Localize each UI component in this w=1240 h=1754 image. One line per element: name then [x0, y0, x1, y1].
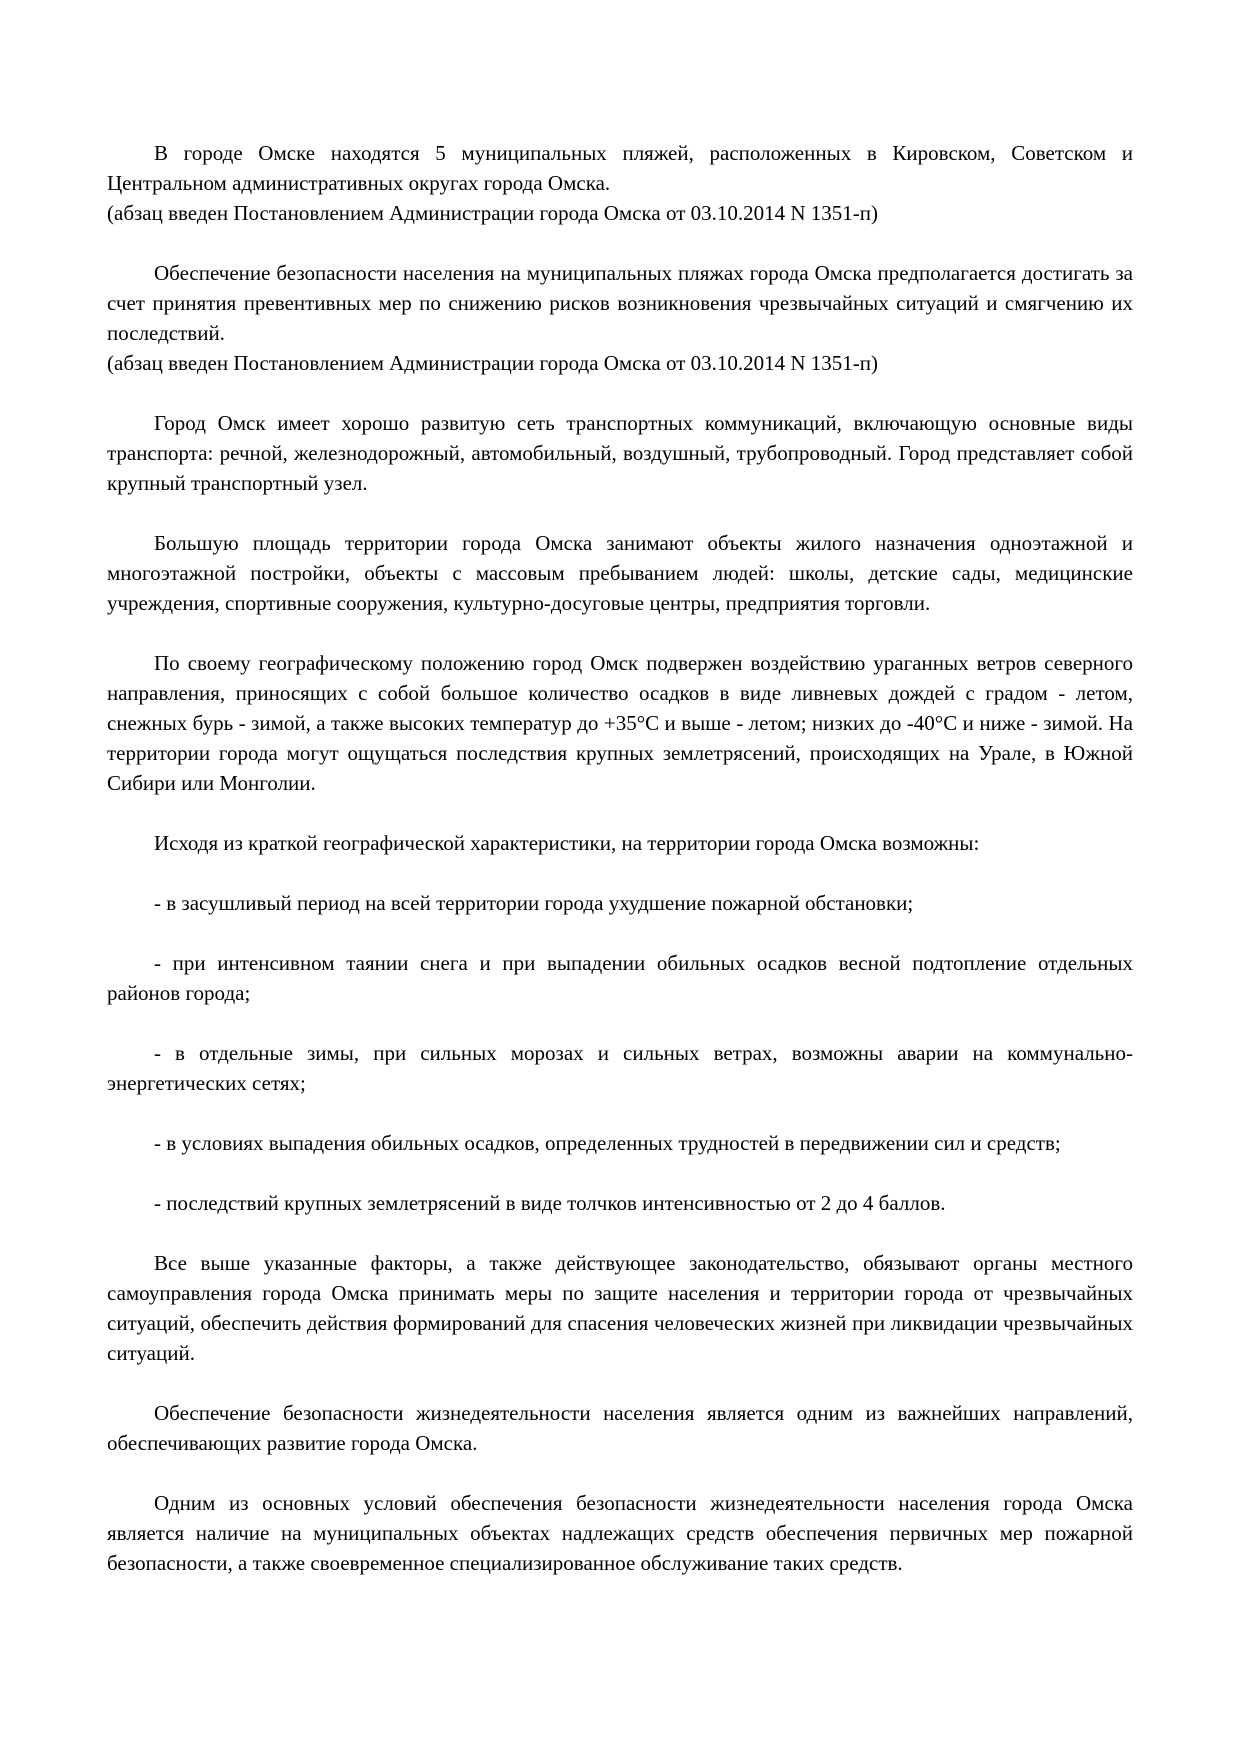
- amendment-note: (абзац введен Постановлением Администрации города Омска от 03.10.2014 N 1351-п): [107, 201, 879, 225]
- paragraph: Город Омск имеет хорошо развитую сеть транспортных коммуникаций, включающую основные виды транспорта: речной, железнодорожный, автомобильный, воздушный, трубопроводный. Город представляет собой крупный транспортный узел.: [107, 411, 1133, 495]
- amendment-note: (абзац введен Постановлением Администрации города Омска от 03.10.2014 N 1351-п): [107, 351, 879, 375]
- list-item: - в засушливый период на всей территории города ухудшение пожарной обстановки;: [154, 891, 914, 915]
- list-item: - последствий крупных землетрясений в виде толчков интенсивностью от 2 до 4 баллов.: [154, 1191, 946, 1215]
- paragraph: Исходя из краткой географической характеристики, на территории города Омска возможны:: [154, 831, 980, 855]
- paragraph: Большую площадь территории города Омска занимают объекты жилого назначения одноэтажной и многоэтажной постройки, объекты с массовым пребыванием людей: школы, детские сады, медицинские учреждения, спортивные сооружения, культурно-досуговые центры, предприятия торговли.: [107, 531, 1133, 615]
- paragraph: Одним из основных условий обеспечения безопасности жизнедеятельности населения города Омска является наличие на муниципальных объектах надлежащих средств обеспечения первичных мер пожарной безопасности, а также своевременное специализированное обслуживание таких средств.: [107, 1491, 1133, 1575]
- paragraph: Все выше указанные факторы, а также действующее законодательство, обязывают органы местного самоуправления города Омска принимать меры по защите населения и территории города от чрезвычайных ситуаций, обеспечить действия формирований для спасения человеческих жизней при ликвидации чрезвычайных ситуаций.: [107, 1251, 1133, 1365]
- list-item: - при интенсивном таянии снега и при выпадении обильных осадков весной подтопление отдельных районов города;: [107, 951, 1133, 1005]
- list-item: - в условиях выпадения обильных осадков, определенных трудностей в передвижении сил и средств;: [154, 1131, 1061, 1155]
- paragraph: В городе Омске находятся 5 муниципальных пляжей, расположенных в Кировском, Советском и Центральном административных округах города Омска.: [107, 141, 1133, 195]
- paragraph: По своему географическому положению город Омск подвержен воздействию ураганных ветров северного направления, приносящих с собой большое количество осадков в виде ливневых дождей с градом - летом, снежных бурь - зимой, а также высоких температур до +35°С и выше - летом; низких до -40°С и ниже - зимой. На территории города могут ощущаться последствия крупных землетрясений, происходящих на Урале, в Южной Сибири или Монголии.: [107, 651, 1133, 795]
- paragraph: Обеспечение безопасности населения на муниципальных пляжах города Омска предполагается достигать за счет принятия превентивных мер по снижению рисков возникновения чрезвычайных ситуаций и смягчению их последствий.: [107, 261, 1133, 345]
- paragraph: Обеспечение безопасности жизнедеятельности населения является одним из важнейших направлений, обеспечивающих развитие города Омска.: [107, 1401, 1133, 1455]
- list-item: - в отдельные зимы, при сильных морозах и сильных ветрах, возможны аварии на коммунально-энергетических сетях;: [107, 1041, 1133, 1095]
